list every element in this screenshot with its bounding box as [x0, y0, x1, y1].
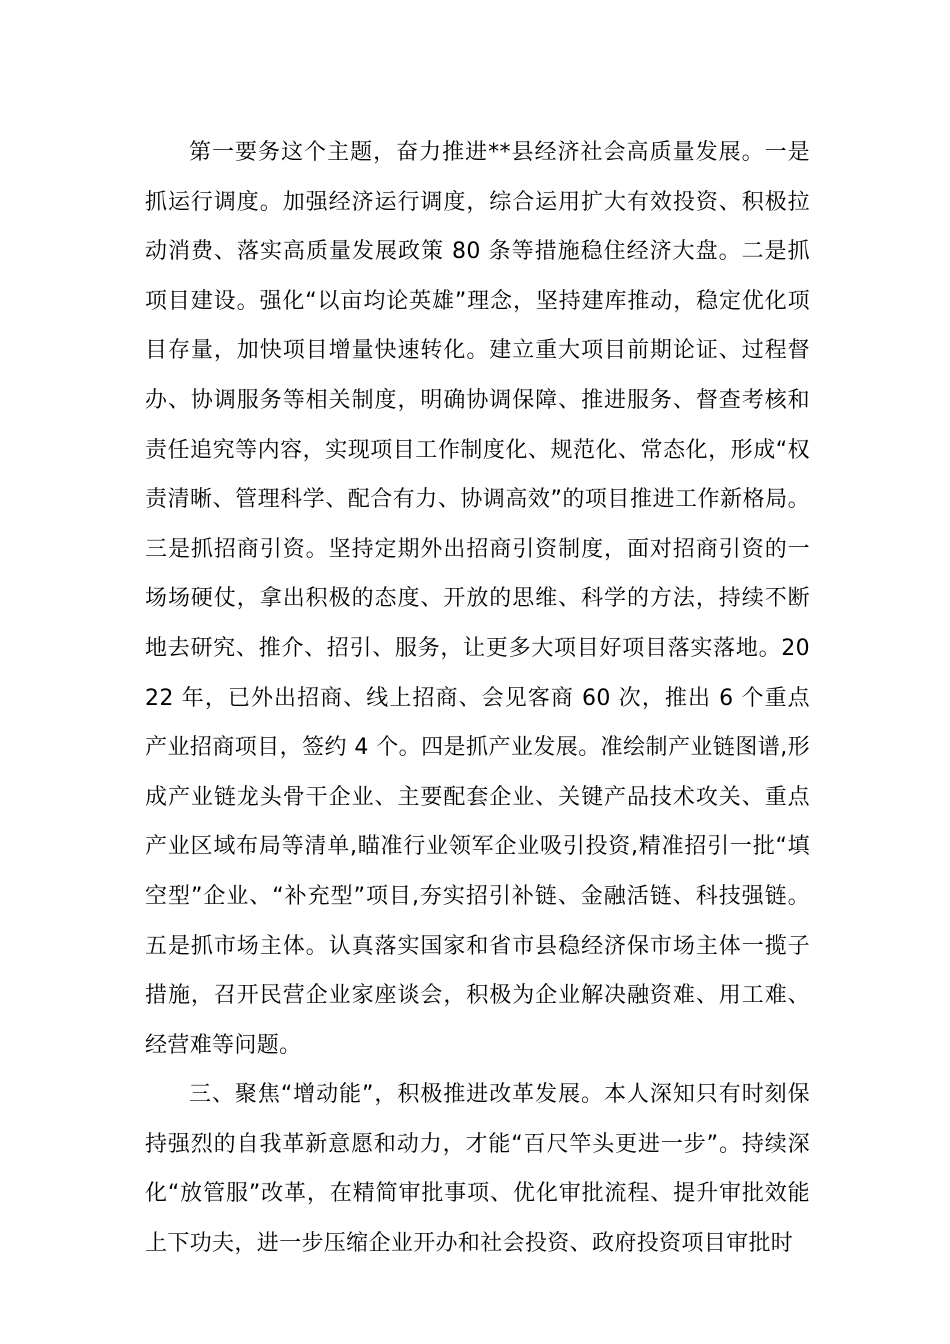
paragraph-economic-development: 第一要务这个主题，奋力推进**县经济社会高质量发展。一是抓运行调度。加强经济运行调度，综合运用扩大有效投资、积极拉动消费、落实高质量发展政策 80 条等措施稳住经济大盘。二是抓项目建设。强化“以亩均论英雄”理念，坚持建库推动，稳定优化项目存量，加快项目增量快速转化。建立重大项目前期论证、过程督办、协调服务等相关制度，明确协调保障、推进服务、督查考核和责任追究等内容，实现项目工作制度化、规范化、常态化，形成“权责清晰、管理科学、配合有力、协调高效”的项目推进工作新格局。三是抓招商引资。坚持定期外出招商引资制度，面对招商引资的一场场硬仗，拿出积极的态度、开放的思维、科学的方法，持续不断地去研究、推介、招引、服务，让更多大项目好项目落实落地。2022 年，已外出招商、线上招商、会见客商 60 次，推出 6 个重点产业招商项目，签约 4 个。四是抓产业发展。准绘制产业链图谱,形成产业链龙头骨干企业、主要配套企业、关键产品技术攻关、重点产业区域布局等清单,瞄准行业领军企业吸引投资,精准招引一批“填空型”企业、“补充型”项目,夯实招引补链、金融活链、科技强链。五是抓市场主体。认真落实国家和省市县稳经济保市场主体一揽子措施，召开民营企业家座谈会，积极为企业解决融资难、用工难、经营难等问题。: [145, 140, 810, 1058]
paragraph-reform-development: 三、聚焦“增动能”，积极推进改革发展。本人深知只有时刻保持强烈的自我革新意愿和动力，才能“百尺竿头更进一步”。持续深化“放管服”改革，在精简审批事项、优化审批流程、提升审批效能上下功夫，进一步压缩企业开办和社会投资、政府投资项目审批时: [145, 1082, 810, 1257]
body-text: [145, 128, 810, 1269]
